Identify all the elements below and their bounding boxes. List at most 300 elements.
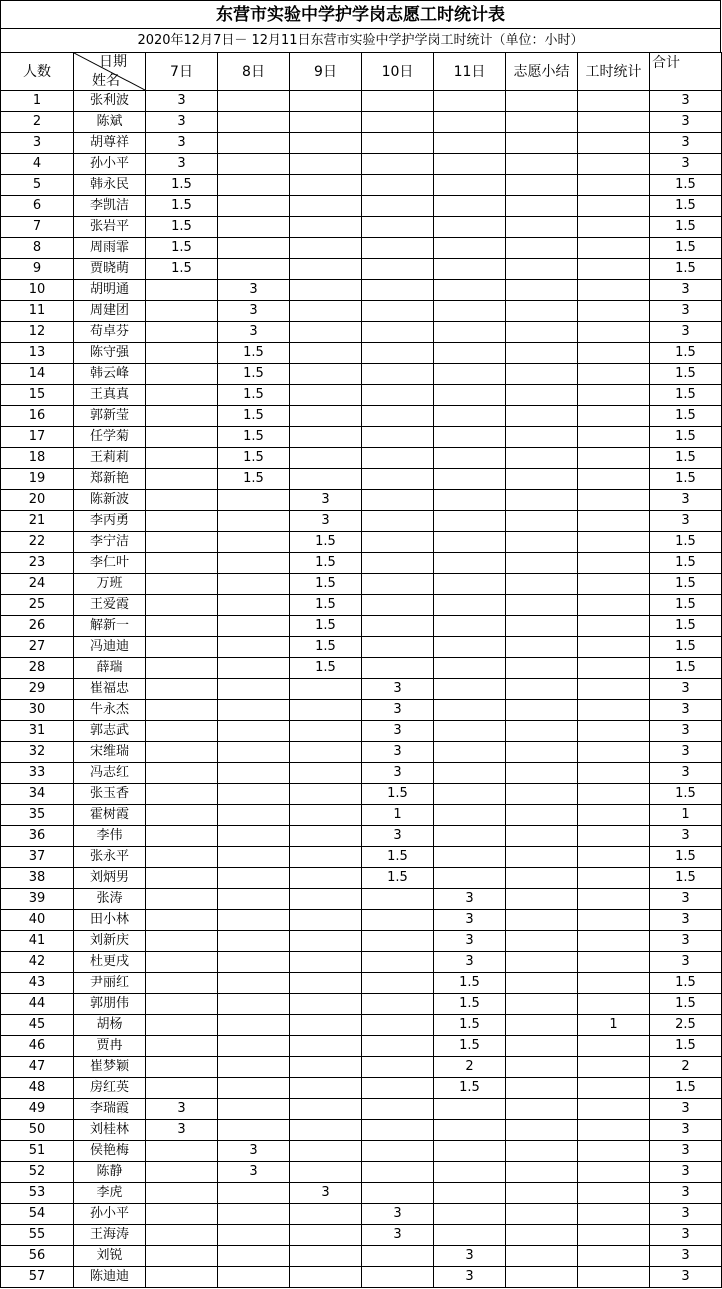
cell-name[interactable]: 李伟: [74, 826, 146, 847]
cell-volunteer-summary[interactable]: [506, 280, 578, 301]
cell-day-9[interactable]: [290, 1141, 362, 1162]
cell-day-7[interactable]: [146, 994, 218, 1015]
cell-total[interactable]: 1.5: [650, 637, 722, 658]
cell-total[interactable]: 3: [650, 700, 722, 721]
cell-day-7[interactable]: [146, 973, 218, 994]
cell-num[interactable]: 31: [1, 721, 74, 742]
cell-num[interactable]: 41: [1, 931, 74, 952]
cell-day-11[interactable]: [434, 364, 506, 385]
cell-day-7[interactable]: [146, 952, 218, 973]
cell-day-8[interactable]: [218, 511, 290, 532]
cell-volunteer-summary[interactable]: [506, 805, 578, 826]
cell-day-9[interactable]: [290, 826, 362, 847]
header-day-10[interactable]: 10日: [362, 53, 434, 91]
cell-day-7[interactable]: 1.5: [146, 259, 218, 280]
cell-volunteer-summary[interactable]: [506, 196, 578, 217]
cell-day-8[interactable]: [218, 259, 290, 280]
cell-volunteer-summary[interactable]: [506, 1099, 578, 1120]
cell-day-8[interactable]: [218, 112, 290, 133]
cell-hours-stat[interactable]: [578, 490, 650, 511]
cell-hours-stat[interactable]: [578, 721, 650, 742]
cell-hours-stat[interactable]: [578, 1162, 650, 1183]
cell-volunteer-summary[interactable]: [506, 784, 578, 805]
cell-name[interactable]: 张涛: [74, 889, 146, 910]
cell-total[interactable]: 3: [650, 1246, 722, 1267]
cell-day-7[interactable]: [146, 1141, 218, 1162]
cell-day-10[interactable]: [362, 994, 434, 1015]
cell-day-9[interactable]: [290, 1036, 362, 1057]
cell-day-11[interactable]: [434, 616, 506, 637]
cell-name[interactable]: 张利波: [74, 91, 146, 112]
cell-day-11[interactable]: [434, 826, 506, 847]
cell-day-8[interactable]: 1.5: [218, 364, 290, 385]
cell-total[interactable]: 3: [650, 133, 722, 154]
cell-day-9[interactable]: [290, 133, 362, 154]
cell-day-10[interactable]: 3: [362, 826, 434, 847]
cell-day-8[interactable]: [218, 238, 290, 259]
cell-day-8[interactable]: [218, 154, 290, 175]
cell-hours-stat[interactable]: [578, 931, 650, 952]
cell-day-9[interactable]: 1.5: [290, 616, 362, 637]
cell-day-11[interactable]: [434, 742, 506, 763]
cell-day-7[interactable]: [146, 448, 218, 469]
cell-volunteer-summary[interactable]: [506, 511, 578, 532]
cell-day-9[interactable]: [290, 280, 362, 301]
cell-name[interactable]: 郭朋伟: [74, 994, 146, 1015]
cell-num[interactable]: 45: [1, 1015, 74, 1036]
cell-day-8[interactable]: [218, 931, 290, 952]
cell-num[interactable]: 43: [1, 973, 74, 994]
cell-day-11[interactable]: [434, 637, 506, 658]
cell-day-8[interactable]: [218, 217, 290, 238]
cell-name[interactable]: 崔梦颖: [74, 1057, 146, 1078]
cell-num[interactable]: 33: [1, 763, 74, 784]
cell-hours-stat[interactable]: [578, 805, 650, 826]
cell-day-9[interactable]: [290, 1120, 362, 1141]
cell-total[interactable]: 1.5: [650, 616, 722, 637]
cell-day-8[interactable]: [218, 889, 290, 910]
cell-day-10[interactable]: [362, 1267, 434, 1288]
cell-day-9[interactable]: [290, 1099, 362, 1120]
cell-hours-stat[interactable]: [578, 1099, 650, 1120]
cell-name[interactable]: 刘炳男: [74, 868, 146, 889]
cell-num[interactable]: 49: [1, 1099, 74, 1120]
cell-total[interactable]: 1.5: [650, 973, 722, 994]
cell-day-7[interactable]: [146, 679, 218, 700]
cell-day-10[interactable]: [362, 532, 434, 553]
cell-num[interactable]: 1: [1, 91, 74, 112]
cell-total[interactable]: 2.5: [650, 1015, 722, 1036]
cell-day-7[interactable]: 3: [146, 112, 218, 133]
cell-num[interactable]: 51: [1, 1141, 74, 1162]
cell-name[interactable]: 孙小平: [74, 154, 146, 175]
header-date-name[interactable]: [74, 53, 146, 91]
cell-hours-stat[interactable]: [578, 1120, 650, 1141]
cell-name[interactable]: 胡杨: [74, 1015, 146, 1036]
cell-day-7[interactable]: [146, 406, 218, 427]
cell-hours-stat[interactable]: [578, 1267, 650, 1288]
cell-day-7[interactable]: [146, 490, 218, 511]
cell-day-8[interactable]: [218, 196, 290, 217]
cell-day-11[interactable]: 3: [434, 1246, 506, 1267]
cell-day-8[interactable]: [218, 721, 290, 742]
cell-total[interactable]: 2: [650, 1057, 722, 1078]
cell-day-9[interactable]: [290, 1057, 362, 1078]
cell-hours-stat[interactable]: [578, 133, 650, 154]
cell-hours-stat[interactable]: [578, 259, 650, 280]
cell-day-8[interactable]: [218, 490, 290, 511]
cell-total[interactable]: 1.5: [650, 658, 722, 679]
cell-day-11[interactable]: 3: [434, 952, 506, 973]
cell-num[interactable]: 48: [1, 1078, 74, 1099]
cell-day-7[interactable]: 3: [146, 1099, 218, 1120]
cell-day-10[interactable]: [362, 175, 434, 196]
cell-day-7[interactable]: [146, 427, 218, 448]
cell-volunteer-summary[interactable]: [506, 154, 578, 175]
cell-hours-stat[interactable]: [578, 973, 650, 994]
cell-day-8[interactable]: [218, 133, 290, 154]
cell-volunteer-summary[interactable]: [506, 469, 578, 490]
cell-num[interactable]: 25: [1, 595, 74, 616]
cell-day-11[interactable]: [434, 1204, 506, 1225]
cell-day-10[interactable]: [362, 112, 434, 133]
cell-hours-stat[interactable]: [578, 658, 650, 679]
cell-num[interactable]: 40: [1, 910, 74, 931]
cell-day-7[interactable]: 1.5: [146, 175, 218, 196]
cell-day-9[interactable]: [290, 1015, 362, 1036]
cell-name[interactable]: 崔福忠: [74, 679, 146, 700]
cell-volunteer-summary[interactable]: [506, 112, 578, 133]
cell-day-9[interactable]: [290, 931, 362, 952]
cell-total[interactable]: 3: [650, 1141, 722, 1162]
cell-day-8[interactable]: [218, 637, 290, 658]
cell-volunteer-summary[interactable]: [506, 490, 578, 511]
cell-num[interactable]: 39: [1, 889, 74, 910]
cell-day-9[interactable]: [290, 112, 362, 133]
cell-day-11[interactable]: 1.5: [434, 1078, 506, 1099]
cell-total[interactable]: 1.5: [650, 553, 722, 574]
cell-hours-stat[interactable]: [578, 196, 650, 217]
cell-day-8[interactable]: 1.5: [218, 469, 290, 490]
cell-day-9[interactable]: [290, 322, 362, 343]
cell-hours-stat[interactable]: [578, 469, 650, 490]
cell-total[interactable]: 1.5: [650, 364, 722, 385]
cell-day-8[interactable]: [218, 1015, 290, 1036]
cell-name[interactable]: 张岩平: [74, 217, 146, 238]
cell-hours-stat[interactable]: [578, 847, 650, 868]
cell-hours-stat[interactable]: [578, 637, 650, 658]
cell-total[interactable]: 3: [650, 1099, 722, 1120]
cell-volunteer-summary[interactable]: [506, 1183, 578, 1204]
cell-day-11[interactable]: [434, 301, 506, 322]
cell-day-7[interactable]: [146, 301, 218, 322]
cell-day-10[interactable]: [362, 217, 434, 238]
cell-day-9[interactable]: [290, 742, 362, 763]
cell-num[interactable]: 24: [1, 574, 74, 595]
cell-day-7[interactable]: [146, 847, 218, 868]
cell-day-8[interactable]: [218, 973, 290, 994]
cell-total[interactable]: 1: [650, 805, 722, 826]
sheet-title[interactable]: 东营市实验中学护学岗志愿工时统计表: [0, 0, 721, 28]
cell-volunteer-summary[interactable]: [506, 1078, 578, 1099]
cell-total[interactable]: 3: [650, 721, 722, 742]
cell-volunteer-summary[interactable]: [506, 133, 578, 154]
cell-total[interactable]: 3: [650, 154, 722, 175]
cell-day-8[interactable]: [218, 532, 290, 553]
cell-name[interactable]: 贾晓萌: [74, 259, 146, 280]
cell-volunteer-summary[interactable]: [506, 889, 578, 910]
cell-day-10[interactable]: [362, 91, 434, 112]
cell-day-9[interactable]: 1.5: [290, 595, 362, 616]
cell-num[interactable]: 22: [1, 532, 74, 553]
cell-name[interactable]: 陈迪迪: [74, 1267, 146, 1288]
cell-day-9[interactable]: [290, 448, 362, 469]
cell-volunteer-summary[interactable]: [506, 574, 578, 595]
cell-name[interactable]: 贾冉: [74, 1036, 146, 1057]
cell-day-11[interactable]: [434, 553, 506, 574]
cell-total[interactable]: 1.5: [650, 196, 722, 217]
cell-name[interactable]: 李瑞霞: [74, 1099, 146, 1120]
cell-day-10[interactable]: 1.5: [362, 868, 434, 889]
cell-day-11[interactable]: [434, 385, 506, 406]
cell-hours-stat[interactable]: [578, 889, 650, 910]
cell-day-11[interactable]: [434, 448, 506, 469]
cell-total[interactable]: 3: [650, 1120, 722, 1141]
cell-name[interactable]: 韩云峰: [74, 364, 146, 385]
cell-day-10[interactable]: 3: [362, 679, 434, 700]
cell-day-11[interactable]: 1.5: [434, 1036, 506, 1057]
cell-total[interactable]: 1.5: [650, 427, 722, 448]
cell-day-8[interactable]: [218, 1078, 290, 1099]
cell-volunteer-summary[interactable]: [506, 1036, 578, 1057]
cell-day-11[interactable]: [434, 133, 506, 154]
cell-num[interactable]: 55: [1, 1225, 74, 1246]
cell-name[interactable]: 孙小平: [74, 1204, 146, 1225]
cell-day-11[interactable]: [434, 259, 506, 280]
cell-day-11[interactable]: [434, 322, 506, 343]
cell-day-7[interactable]: [146, 742, 218, 763]
cell-day-7[interactable]: [146, 889, 218, 910]
cell-total[interactable]: 3: [650, 1225, 722, 1246]
cell-hours-stat[interactable]: [578, 448, 650, 469]
cell-day-10[interactable]: [362, 385, 434, 406]
cell-num[interactable]: 53: [1, 1183, 74, 1204]
cell-day-9[interactable]: [290, 469, 362, 490]
cell-day-11[interactable]: [434, 154, 506, 175]
cell-day-10[interactable]: [362, 574, 434, 595]
cell-day-11[interactable]: [434, 868, 506, 889]
cell-num[interactable]: 54: [1, 1204, 74, 1225]
cell-name[interactable]: 王真真: [74, 385, 146, 406]
cell-num[interactable]: 20: [1, 490, 74, 511]
cell-name[interactable]: 侯艳梅: [74, 1141, 146, 1162]
cell-volunteer-summary[interactable]: [506, 301, 578, 322]
cell-total[interactable]: 3: [650, 490, 722, 511]
cell-total[interactable]: 3: [650, 280, 722, 301]
cell-day-10[interactable]: [362, 280, 434, 301]
cell-day-11[interactable]: 2: [434, 1057, 506, 1078]
cell-day-10[interactable]: [362, 637, 434, 658]
cell-day-8[interactable]: [218, 91, 290, 112]
cell-day-11[interactable]: [434, 469, 506, 490]
cell-day-8[interactable]: [218, 616, 290, 637]
cell-day-7[interactable]: 1.5: [146, 217, 218, 238]
cell-name[interactable]: 刘新庆: [74, 931, 146, 952]
cell-day-8[interactable]: [218, 1120, 290, 1141]
cell-day-9[interactable]: [290, 889, 362, 910]
cell-day-8[interactable]: [218, 679, 290, 700]
cell-hours-stat[interactable]: [578, 910, 650, 931]
cell-total[interactable]: 3: [650, 322, 722, 343]
cell-num[interactable]: 50: [1, 1120, 74, 1141]
cell-day-7[interactable]: [146, 784, 218, 805]
cell-volunteer-summary[interactable]: [506, 637, 578, 658]
cell-day-8[interactable]: 3: [218, 322, 290, 343]
cell-day-9[interactable]: 1.5: [290, 532, 362, 553]
cell-volunteer-summary[interactable]: [506, 1141, 578, 1162]
cell-day-11[interactable]: [434, 280, 506, 301]
cell-hours-stat[interactable]: [578, 301, 650, 322]
cell-name[interactable]: 胡尊祥: [74, 133, 146, 154]
cell-num[interactable]: 47: [1, 1057, 74, 1078]
cell-day-10[interactable]: [362, 1246, 434, 1267]
cell-day-11[interactable]: 1.5: [434, 1015, 506, 1036]
cell-volunteer-summary[interactable]: [506, 700, 578, 721]
cell-day-11[interactable]: 1.5: [434, 973, 506, 994]
cell-day-11[interactable]: [434, 532, 506, 553]
cell-day-11[interactable]: [434, 658, 506, 679]
cell-volunteer-summary[interactable]: [506, 868, 578, 889]
cell-name[interactable]: 周雨霏: [74, 238, 146, 259]
cell-day-8[interactable]: [218, 805, 290, 826]
cell-day-7[interactable]: [146, 385, 218, 406]
cell-day-10[interactable]: [362, 1057, 434, 1078]
cell-day-10[interactable]: [362, 259, 434, 280]
cell-name[interactable]: 冯志红: [74, 763, 146, 784]
cell-num[interactable]: 29: [1, 679, 74, 700]
cell-volunteer-summary[interactable]: [506, 1246, 578, 1267]
cell-day-7[interactable]: [146, 343, 218, 364]
cell-hours-stat[interactable]: [578, 511, 650, 532]
cell-name[interactable]: 陈守强: [74, 343, 146, 364]
cell-hours-stat[interactable]: [578, 1036, 650, 1057]
cell-day-7[interactable]: [146, 511, 218, 532]
cell-total[interactable]: 3: [650, 112, 722, 133]
cell-day-9[interactable]: [290, 1204, 362, 1225]
cell-day-11[interactable]: [434, 406, 506, 427]
cell-day-7[interactable]: [146, 805, 218, 826]
cell-volunteer-summary[interactable]: [506, 742, 578, 763]
cell-name[interactable]: 苟卓芬: [74, 322, 146, 343]
cell-num[interactable]: 21: [1, 511, 74, 532]
cell-num[interactable]: 7: [1, 217, 74, 238]
cell-day-8[interactable]: [218, 1057, 290, 1078]
cell-name[interactable]: 郭志武: [74, 721, 146, 742]
cell-day-9[interactable]: 1.5: [290, 553, 362, 574]
cell-hours-stat[interactable]: [578, 406, 650, 427]
cell-day-10[interactable]: [362, 490, 434, 511]
cell-day-9[interactable]: [290, 910, 362, 931]
cell-total[interactable]: 3: [650, 1183, 722, 1204]
cell-name[interactable]: 陈静: [74, 1162, 146, 1183]
cell-name[interactable]: 王爱霞: [74, 595, 146, 616]
cell-hours-stat[interactable]: [578, 1204, 650, 1225]
cell-num[interactable]: 42: [1, 952, 74, 973]
cell-name[interactable]: 冯迪迪: [74, 637, 146, 658]
cell-num[interactable]: 46: [1, 1036, 74, 1057]
cell-name[interactable]: 陈斌: [74, 112, 146, 133]
cell-total[interactable]: 1.5: [650, 448, 722, 469]
cell-day-9[interactable]: 1.5: [290, 574, 362, 595]
cell-day-11[interactable]: 3: [434, 1267, 506, 1288]
cell-num[interactable]: 52: [1, 1162, 74, 1183]
cell-volunteer-summary[interactable]: [506, 826, 578, 847]
cell-num[interactable]: 10: [1, 280, 74, 301]
cell-name[interactable]: 宋维瑞: [74, 742, 146, 763]
cell-hours-stat[interactable]: [578, 175, 650, 196]
cell-hours-stat[interactable]: [578, 952, 650, 973]
cell-day-10[interactable]: [362, 154, 434, 175]
header-volunteer-summary[interactable]: 志愿小结: [506, 53, 578, 91]
cell-day-7[interactable]: [146, 763, 218, 784]
cell-day-9[interactable]: 1.5: [290, 637, 362, 658]
header-total[interactable]: 合计: [650, 53, 722, 91]
cell-day-9[interactable]: [290, 784, 362, 805]
cell-hours-stat[interactable]: [578, 826, 650, 847]
cell-day-8[interactable]: 3: [218, 280, 290, 301]
cell-name[interactable]: 李宁洁: [74, 532, 146, 553]
cell-volunteer-summary[interactable]: [506, 721, 578, 742]
cell-day-7[interactable]: [146, 1078, 218, 1099]
cell-num[interactable]: 8: [1, 238, 74, 259]
cell-day-7[interactable]: [146, 280, 218, 301]
cell-num[interactable]: 34: [1, 784, 74, 805]
cell-volunteer-summary[interactable]: [506, 1015, 578, 1036]
cell-day-10[interactable]: [362, 952, 434, 973]
cell-hours-stat[interactable]: [578, 385, 650, 406]
cell-hours-stat[interactable]: [578, 616, 650, 637]
cell-day-11[interactable]: 3: [434, 889, 506, 910]
cell-day-10[interactable]: 1.5: [362, 784, 434, 805]
cell-total[interactable]: 1.5: [650, 175, 722, 196]
cell-name[interactable]: 王莉莉: [74, 448, 146, 469]
cell-day-8[interactable]: [218, 952, 290, 973]
cell-total[interactable]: 1.5: [650, 532, 722, 553]
cell-total[interactable]: 3: [650, 679, 722, 700]
cell-name[interactable]: 刘锐: [74, 1246, 146, 1267]
cell-total[interactable]: 3: [650, 1162, 722, 1183]
cell-day-10[interactable]: [362, 1162, 434, 1183]
cell-total[interactable]: 1.5: [650, 385, 722, 406]
cell-day-10[interactable]: [362, 595, 434, 616]
cell-volunteer-summary[interactable]: [506, 1225, 578, 1246]
cell-volunteer-summary[interactable]: [506, 994, 578, 1015]
cell-day-11[interactable]: [434, 1183, 506, 1204]
cell-volunteer-summary[interactable]: [506, 175, 578, 196]
cell-num[interactable]: 12: [1, 322, 74, 343]
cell-num[interactable]: 27: [1, 637, 74, 658]
cell-day-9[interactable]: [290, 868, 362, 889]
cell-day-9[interactable]: 3: [290, 1183, 362, 1204]
cell-day-9[interactable]: 3: [290, 511, 362, 532]
cell-day-9[interactable]: [290, 238, 362, 259]
cell-day-9[interactable]: [290, 406, 362, 427]
cell-hours-stat[interactable]: [578, 217, 650, 238]
cell-hours-stat[interactable]: [578, 763, 650, 784]
header-day-11[interactable]: 11日: [434, 53, 506, 91]
cell-day-8[interactable]: [218, 868, 290, 889]
cell-volunteer-summary[interactable]: [506, 1162, 578, 1183]
